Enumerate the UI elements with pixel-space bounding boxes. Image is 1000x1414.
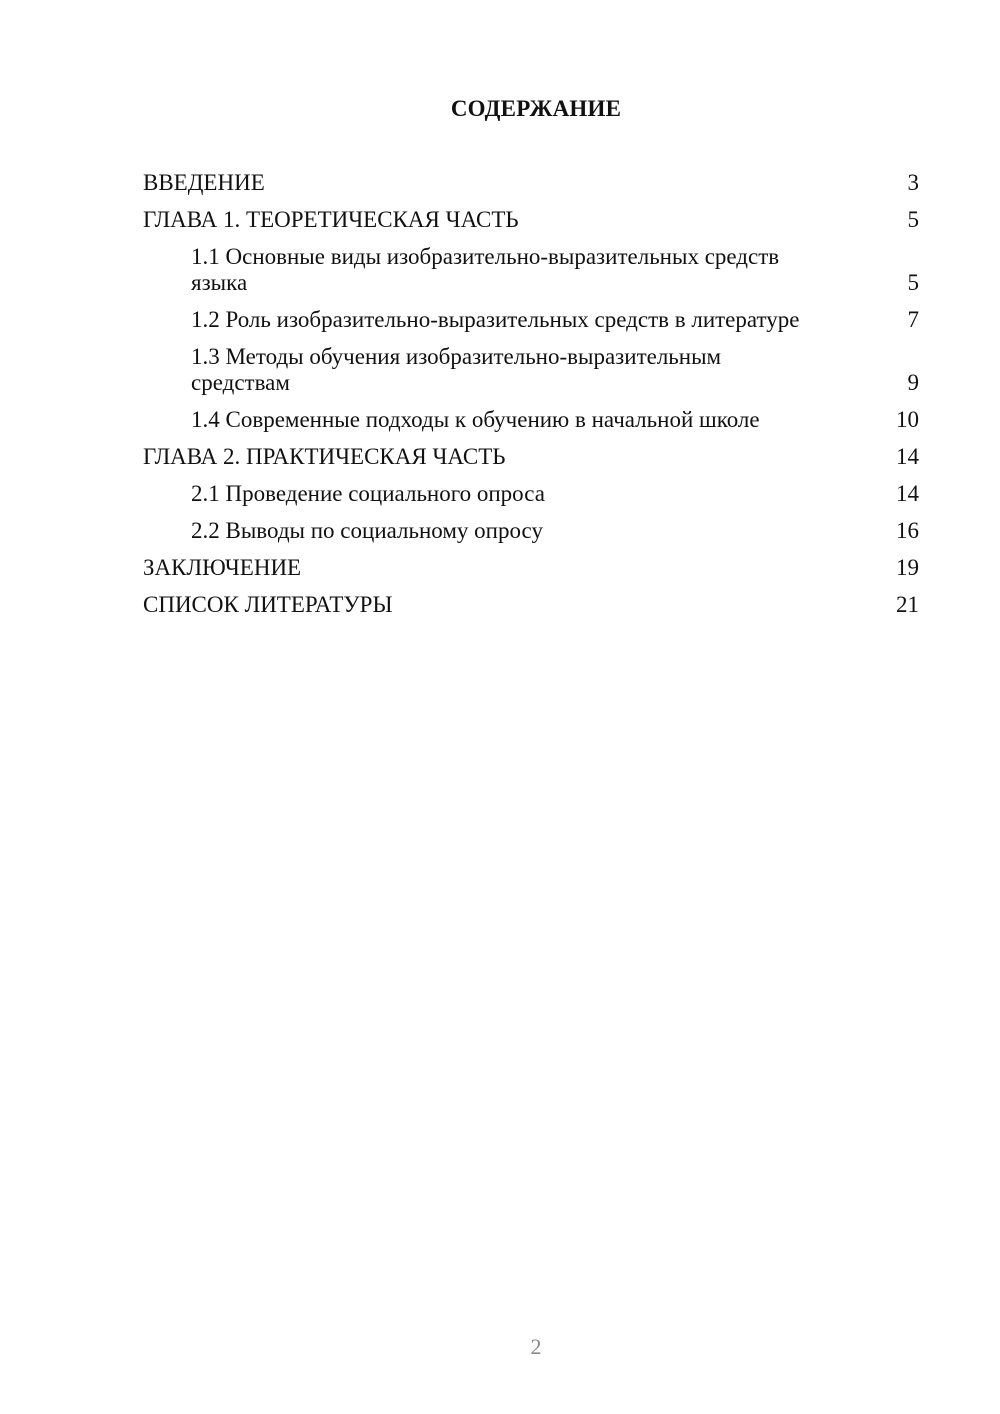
- toc-entry-text: 1.1 Основные виды изобразительно-выразительных средств языка: [191, 244, 780, 295]
- toc-entry-text: СПИСОК ЛИТЕРАТУРЫ: [143, 592, 393, 617]
- toc-entry-page: 5: [907, 270, 919, 295]
- table-of-contents: [143, 170, 919, 629]
- toc-entry-page: 7: [907, 307, 919, 332]
- toc-entry-page: 9: [907, 370, 919, 395]
- toc-entry-page: 5: [907, 207, 919, 232]
- toc-entry-text: 1.3 Методы обучения изобразительно-выразительным средствам: [191, 344, 722, 395]
- toc-entry-section-1-1: [143, 244, 919, 296]
- toc-entry-text: 2.2 Выводы по социальному опросу: [191, 518, 543, 543]
- toc-entry-text: 2.1 Проведение социального опроса: [191, 481, 545, 506]
- toc-entry-page: 10: [896, 407, 919, 432]
- toc-entry-section-2-2: [143, 518, 919, 544]
- page-title: СОДЕРЖАНИЕ: [450, 96, 622, 121]
- toc-entry-conclusion: [143, 555, 919, 581]
- toc-entry-section-1-4: [143, 407, 919, 433]
- toc-entry-introduction: [143, 170, 919, 196]
- toc-entry-page: 14: [896, 444, 919, 469]
- toc-entry-page: 14: [896, 481, 919, 506]
- toc-entry-text: ГЛАВА 1. ТЕОРЕТИЧЕСКАЯ ЧАСТЬ: [143, 207, 519, 232]
- toc-entry-page: 19: [896, 555, 919, 580]
- toc-entry-text: ЗАКЛЮЧЕНИЕ: [143, 555, 302, 580]
- toc-entry-text: 1.4 Современные подходы к обучению в начальной школе: [191, 407, 760, 432]
- toc-entry-section-2-1: [143, 481, 919, 507]
- toc-entry-chapter-2: [143, 444, 919, 470]
- toc-entry-text: ВВЕДЕНИЕ: [143, 170, 265, 195]
- toc-entry-references: [143, 592, 919, 618]
- toc-entry-chapter-1: [143, 207, 919, 233]
- toc-entry-section-1-3: [143, 344, 919, 396]
- toc-entry-text: 1.2 Роль изобразительно-выразительных средств в литературе: [191, 307, 800, 332]
- toc-entry-section-1-2: [143, 307, 919, 333]
- toc-entry-page: 16: [896, 518, 919, 543]
- page-number: 2: [530, 1334, 542, 1359]
- toc-entry-page: 21: [896, 592, 919, 617]
- toc-entry-page: 3: [907, 170, 919, 195]
- toc-entry-text: ГЛАВА 2. ПРАКТИЧЕСКАЯ ЧАСТЬ: [143, 444, 506, 469]
